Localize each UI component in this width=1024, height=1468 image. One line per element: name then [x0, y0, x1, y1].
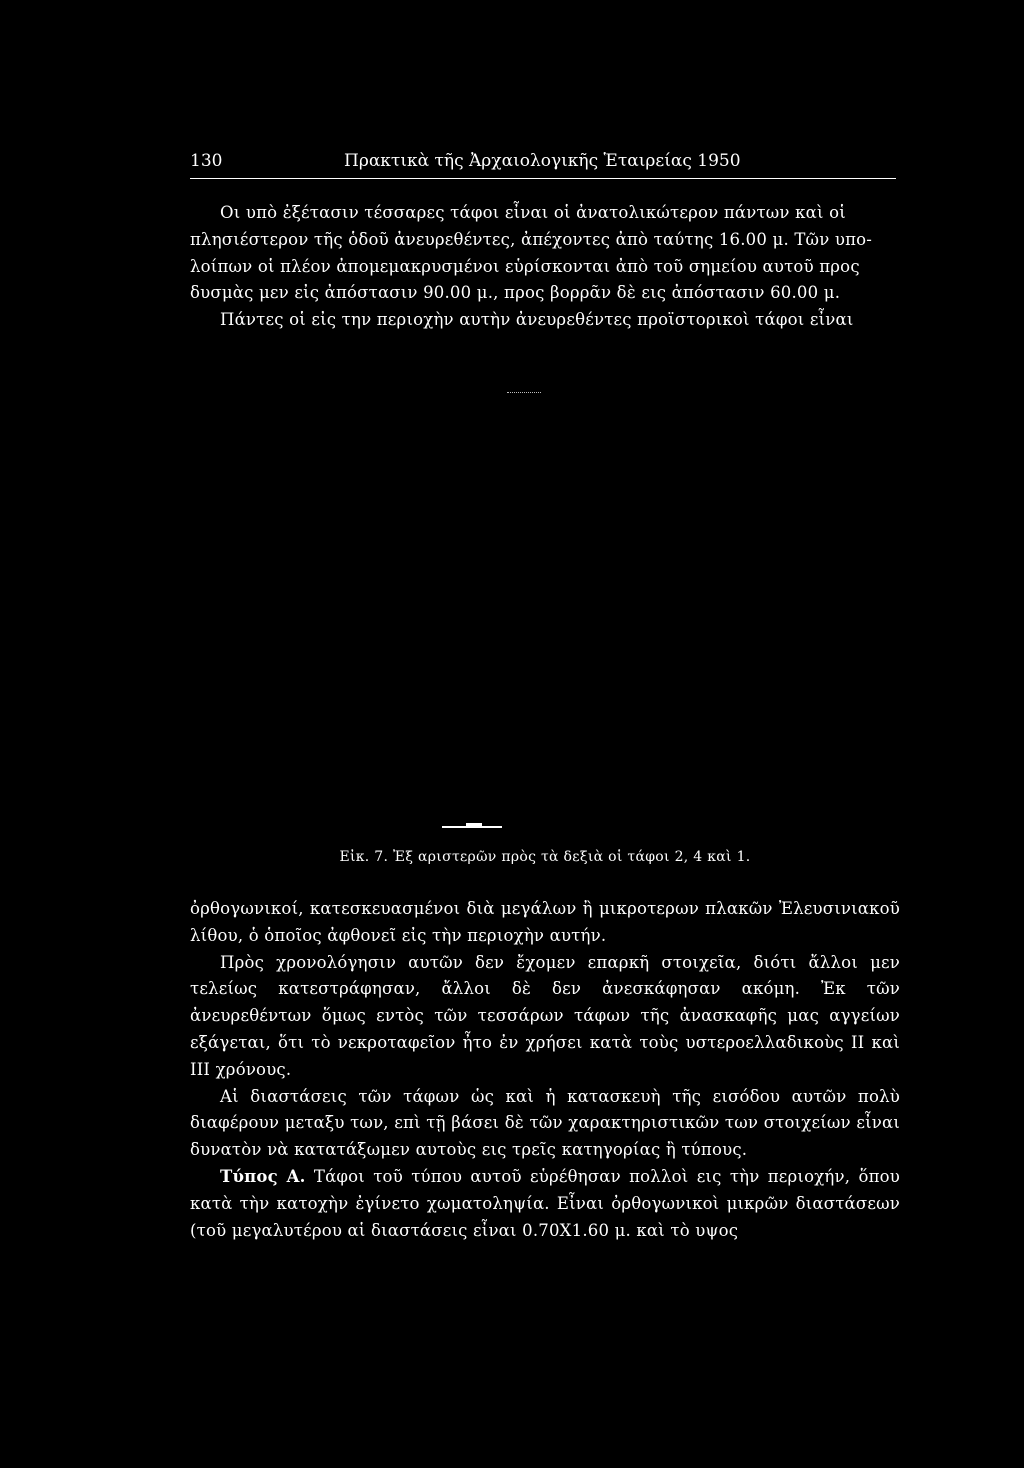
text-line: Οι υπὸ ἐξέτασιν τέσσαρες τάφοι εἶναι οἱ ἀνατολικώτερον πάντων καὶ οἱ	[220, 203, 846, 222]
header-rule	[190, 178, 896, 179]
running-title: Πρακτικὰ τῆς Ἀρχαιολογικῆς Ἑταιρείας 1950	[344, 151, 741, 171]
figure-caption: Εἰκ. 7. Ἐξ αριστερῶν πρὸς τὰ δεξιὰ οἱ τάφοι 2, 4 καὶ 1.	[339, 849, 751, 865]
paragraph-text: Τάφοι τοῦ τύπου αυτοῦ εὑρέθησαν πολλοὶ εις τὴν περιοχήν, ὅπου κατὰ τὴν κατοχὴν ἐγίνετο χωματοληψία. Εἶναι ὀρθογωνικοὶ μικρῶν διαστάσεων (τοῦ μεγαλυτέρου αἱ διαστάσεις εἶναι 0.70Χ1.60 μ. καὶ τὸ υψος	[190, 1166, 900, 1240]
figure-mark	[507, 392, 541, 396]
page-header	[190, 148, 896, 174]
text-line: λοίπων οἱ πλέον ἀπομεμακρυσμένοι εὑρίσκονται ἀπὸ τοῦ σημείου αυτοῦ προς	[190, 256, 860, 276]
body-text	[190, 896, 900, 1244]
type-heading: Τύπος Α.	[220, 1166, 306, 1186]
figure-scale-mark	[466, 823, 482, 828]
paragraph: ὀρθογωνικοί, κατεσκευασμένοι διὰ μεγάλων ἢ μικροτερων πλακῶν Ἐλευσινιακοῦ λίθου, ὁ ὁποῖος ἀφθονεῖ εἰς τὴν περιοχὴν αυτήν.	[190, 899, 900, 945]
figure-photo	[190, 360, 900, 820]
text-line: Πάντες οἱ εἰς την περιοχὴν αυτὴν ἀνευρεθέντες προϊστορικοὶ τάφοι εἶναι	[220, 310, 854, 330]
top-paragraph	[190, 200, 900, 334]
text-line: πλησιέστερον τῆς ὁδοῦ ἀνευρεθέντες, ἀπέχοντες ἀπὸ ταύτης 16.00 μ. Τῶν υπο-	[190, 229, 873, 249]
paragraph: Αἱ διαστάσεις τῶν τάφων ὡς καὶ ἡ κατασκευὴ τῆς εισόδου αυτῶν πολὺ διαφέρουν μεταξυ των, επὶ τῇ βάσει δὲ τῶν χαρακτηριστικῶν των στοιχείων εἶναι δυνατὸν νὰ κατατάξωμεν αυτοὺς εις τρεῖς κατηγορίας ἢ τύπους.	[190, 1086, 900, 1160]
paragraph	[190, 1164, 900, 1244]
page-number: 130	[190, 151, 223, 171]
text-line: δυσμὰς μεν εἰς ἀπόστασιν 90.00 μ., προς βορρᾶν δὲ εις ἀπόστασιν 60.00 μ.	[190, 283, 841, 303]
paragraph: Πρὸς χρονολόγησιν αυτῶν δεν ἔχομεν επαρκῆ στοιχεῖα, διότι ἄλλοι μεν τελείως κατεστράφησαν, ἄλλοι δὲ δεν ἀνεσκάφησαν ακόμη. Ἐκ τῶν ἀνευρεθέντων ὅμως εντὸς τῶν τεσσάρων τάφων τῆς ἀνασκαφῆς μας αγγείων εξάγεται, ὅτι τὸ νεκροταφεῖον ἦτο ἐν χρήσει κατὰ τοὺς υστεροελλαδικοὺς II καὶ III χρόνους.	[190, 952, 900, 1079]
